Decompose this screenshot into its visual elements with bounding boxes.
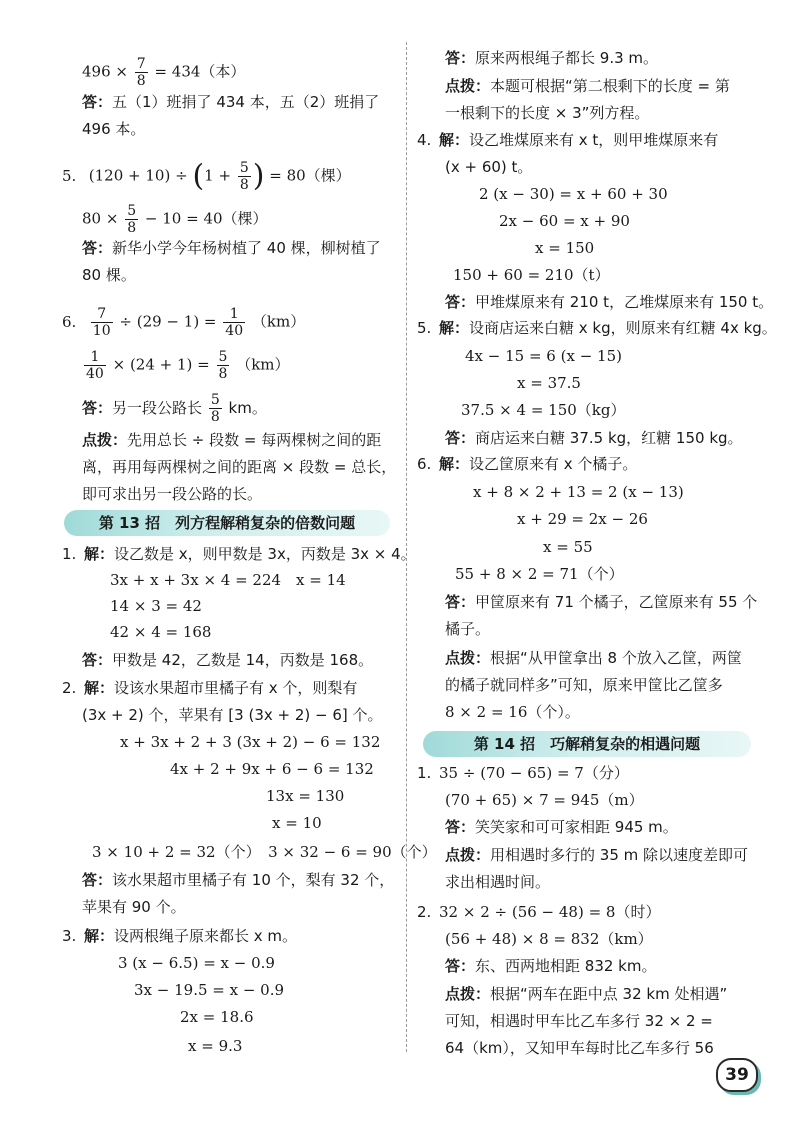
answer-text: 五（1）班捐了 434 本，五（2）班捐了: [112, 93, 380, 111]
denominator: 10: [92, 323, 111, 339]
tip-text: 求出相遇时间。: [445, 873, 551, 891]
solution-label: 解：: [84, 927, 115, 945]
solution-text: 设两根绳子原来都长 x m。: [114, 927, 298, 945]
question-number: 6.: [417, 455, 432, 473]
denominator: 8: [127, 220, 137, 236]
answer-text: 原来两根绳子都长 9.3 m。: [475, 49, 659, 67]
equation-line: 2x = 18.6: [180, 1008, 254, 1026]
answer-line: [82, 870, 394, 890]
fraction: [223, 306, 245, 339]
equation-part: ÷ (29 − 1) =: [119, 312, 217, 331]
question-number: 2.: [417, 903, 432, 921]
numerator: 1: [84, 349, 106, 366]
tip-text: 本题可根据“第二根剩下的长度 = 第: [490, 77, 730, 95]
equation-line: 4x − 15 = 6 (x − 15): [465, 347, 622, 365]
denominator: 40: [86, 366, 104, 382]
answer-text: 东、西两地相距 832 km。: [475, 957, 657, 975]
answer-text: 80 棵。: [82, 266, 136, 284]
equation-line: 2 (x − 30) = x + 60 + 30: [479, 185, 668, 203]
answer-line: [445, 428, 743, 448]
tip-line: [445, 76, 730, 96]
tip-text: 的橘子就同样多”可知，原来甲筐比乙筐多: [445, 676, 723, 694]
answer-line: [82, 392, 267, 425]
section-header: 第 13 招 列方程解稍复杂的倍数问题: [64, 510, 390, 536]
equation-line: 13x = 130: [266, 787, 345, 805]
numerator: 5: [210, 392, 220, 408]
numerator: 1: [223, 306, 245, 323]
paren-close: ): [252, 158, 265, 194]
equation-line: x + 8 × 2 + 13 = 2 (x − 13): [473, 483, 684, 501]
equation-line: 55 + 8 × 2 = 71（个）: [455, 565, 624, 583]
answer-label: 答：: [82, 871, 113, 889]
solution-line: [417, 454, 637, 474]
tip-text: 64（km），又知甲车每时比乙车多行 56: [445, 1039, 714, 1057]
tip-label: 点拨：: [82, 431, 128, 449]
answer-text: 另一段公路长: [112, 399, 203, 417]
numerator: 5: [127, 203, 137, 219]
answer-line: [445, 48, 658, 68]
question-number: 1.: [417, 764, 432, 782]
answer-line: [445, 292, 773, 312]
fraction: [209, 392, 222, 425]
tip-text: 用相遇时多行的 35 m 除以速度差即可: [490, 846, 749, 864]
equation-part: （km）: [236, 355, 290, 374]
denominator: 8: [218, 366, 228, 382]
solution-label: 解：: [439, 455, 470, 473]
equation-part: = 434（本）: [154, 62, 246, 81]
tip-text: 即可求出另一段公路的长。: [82, 485, 263, 503]
equation-line: [82, 203, 268, 236]
equation-part: （km）: [251, 312, 306, 331]
solution-line: [62, 544, 416, 564]
answer-line: [82, 238, 381, 258]
tip-line: [82, 430, 381, 450]
denominator: 8: [239, 177, 249, 193]
solution-line: [62, 678, 357, 698]
equation-line: [82, 56, 245, 89]
fraction: [135, 56, 148, 89]
equation-line: 3x − 19.5 = x − 0.9: [134, 981, 285, 999]
answer-text: km。: [228, 399, 267, 417]
question-number: 4.: [417, 131, 432, 149]
answer-line: [82, 92, 379, 112]
equation-part: − 10 = 40（棵）: [144, 209, 268, 228]
solution-text: 设该水果超市里橘子有 x 个，则梨有: [114, 679, 358, 697]
question-number: 5.: [417, 319, 432, 337]
solution-line: [417, 130, 718, 150]
fraction: [217, 349, 230, 382]
solution-text: (3x + 2) 个，苹果有 [3 (3x + 2) − 6] 个。: [82, 706, 383, 724]
equation-line: 37.5 × 4 = 150（kg）: [461, 401, 626, 419]
solution-text: 设乙堆煤原来有 x t，则甲堆煤原来有: [469, 131, 719, 149]
solution-text: 设乙数是 x，则甲数是 3x，丙数是 3x × 4。: [114, 545, 416, 563]
question-number: 1.: [62, 545, 77, 563]
denominator: 8: [136, 73, 146, 89]
numerator: 7: [91, 306, 113, 323]
tip-line: [445, 984, 727, 1004]
tip-label: 点拨：: [445, 649, 491, 667]
numerator: 7: [136, 56, 146, 72]
equation-line: x = 150: [535, 239, 595, 257]
answer-text: 甲筐原来有 71 个橘子，乙筐原来有 55 个: [475, 593, 758, 611]
equation-line: 3x + x + 3x × 4 = 224 x = 14: [110, 571, 346, 589]
equation-line: (70 + 65) × 7 = 945（m）: [445, 791, 644, 809]
tip-text: 8 × 2 = 16（个）。: [445, 703, 580, 721]
equation-line: x + 3x + 2 + 3 (3x + 2) − 6 = 132: [120, 733, 381, 751]
equation-line: [82, 349, 290, 382]
equation-line: [62, 160, 351, 193]
equation-line: 4x + 2 + 9x + 6 − 6 = 132: [170, 760, 374, 778]
answer-line: [445, 817, 678, 837]
answer-line: [445, 956, 656, 976]
equation-line: 42 × 4 = 168: [110, 623, 212, 641]
answer-line: [445, 592, 757, 612]
equation-part: = 80（棵）: [269, 166, 351, 185]
tip-line: [445, 845, 748, 865]
answer-text: 苹果有 90 个。: [82, 898, 186, 916]
solution-line: [417, 318, 777, 338]
solution-text: (x + 60) t。: [445, 158, 533, 176]
answer-text: 该水果超市里橘子有 10 个，梨有 32 个，: [112, 871, 395, 889]
answer-text: 笑笑家和可可家相距 945 m。: [475, 818, 678, 836]
paren-open: (: [192, 158, 205, 194]
equation-part: × (24 + 1) =: [112, 355, 210, 374]
tip-label: 点拨：: [445, 77, 491, 95]
tip-label: 点拨：: [445, 846, 491, 864]
equation-line: 14 × 3 = 42: [110, 597, 202, 615]
solution-line: [417, 763, 629, 783]
equation-line: x = 9.3: [188, 1037, 243, 1055]
tip-text: 一根剩下的长度 × 3”列方程。: [445, 104, 650, 122]
equation-line: 2x − 60 = x + 90: [499, 212, 630, 230]
solution-line: [417, 902, 660, 922]
section-header: 第 14 招 巧解稍复杂的相遇问题: [423, 731, 751, 757]
answer-label: 答：: [445, 957, 476, 975]
answer-label: 答：: [82, 399, 113, 417]
equation-line: 35 ÷ (70 − 65) = 7（分）: [439, 764, 629, 782]
answer-text: 新华小学今年杨树植了 40 棵，柳树植了: [112, 239, 381, 257]
question-number: 2.: [62, 679, 77, 697]
tip-text: 可知，相遇时甲车比乙车多行 32 × 2 =: [445, 1012, 713, 1030]
solution-line: [62, 926, 297, 946]
fraction: [84, 349, 106, 382]
equation-line: 3 × 10 + 2 = 32（个） 3 × 32 − 6 = 90（个）: [92, 843, 437, 861]
question-number: 6.: [62, 312, 77, 331]
equation-part: 80 ×: [82, 209, 119, 228]
answer-label: 答：: [445, 818, 476, 836]
tip-text: 根据“两车在距中点 32 km 处相遇”: [490, 985, 728, 1003]
answer-text: 橘子。: [445, 620, 491, 638]
answer-label: 答：: [82, 93, 113, 111]
equation-part: 496 ×: [82, 62, 128, 81]
solution-label: 解：: [439, 319, 470, 337]
answer-text: 商店运来白糖 37.5 kg，红糖 150 kg。: [475, 429, 743, 447]
fraction: [238, 160, 251, 193]
equation-line: x = 10: [272, 814, 322, 832]
answer-text: 496 本。: [82, 120, 146, 138]
tip-label: 点拨：: [445, 985, 491, 1003]
equation-line: [62, 306, 305, 339]
equation-line: 150 + 60 = 210（t）: [453, 266, 610, 284]
tip-text: 离，再用每两棵树之间的距离 × 段数 = 总长，: [82, 458, 397, 476]
equation-line: 32 × 2 ÷ (56 − 48) = 8（时）: [439, 903, 661, 921]
denominator: 8: [210, 409, 220, 425]
answer-label: 答：: [445, 429, 476, 447]
fraction: [91, 306, 113, 339]
equation-line: x = 55: [543, 538, 593, 556]
tip-text: 先用总长 ÷ 段数 = 每两棵树之间的距: [127, 431, 382, 449]
equation-line: (56 + 48) × 8 = 832（km）: [445, 930, 653, 948]
answer-line: [82, 650, 373, 670]
answer-label: 答：: [82, 651, 113, 669]
page-number-badge: 39: [716, 1058, 758, 1092]
answer-label: 答：: [445, 293, 476, 311]
answer-label: 答：: [445, 593, 476, 611]
solution-label: 解：: [84, 679, 115, 697]
equation-line: x + 29 = 2x − 26: [517, 510, 648, 528]
solution-text: 设乙筐原来有 x 个橘子。: [469, 455, 638, 473]
equation-line: 3 (x − 6.5) = x − 0.9: [118, 954, 275, 972]
solution-text: 设商店运来白糖 x kg，则原来有红糖 4x kg。: [469, 319, 777, 337]
fraction: [125, 203, 138, 236]
equation-part: 1 +: [204, 166, 232, 185]
equation-part: (120 + 10) ÷: [88, 166, 188, 185]
tip-text: 根据“从甲筐拿出 8 个放入乙筐，两筐: [490, 649, 742, 667]
tip-line: [445, 648, 742, 668]
question-number: 5.: [62, 166, 77, 185]
question-number: 3.: [62, 927, 77, 945]
answer-text: 甲堆煤原来有 210 t，乙堆煤原来有 150 t。: [475, 293, 774, 311]
answer-text: 甲数是 42，乙数是 14，丙数是 168。: [112, 651, 374, 669]
numerator: 5: [239, 160, 249, 176]
solution-label: 解：: [439, 131, 470, 149]
denominator: 40: [225, 323, 244, 339]
solution-label: 解：: [84, 545, 115, 563]
equation-line: x = 37.5: [517, 374, 581, 392]
answer-label: 答：: [82, 239, 113, 257]
answer-label: 答：: [445, 49, 476, 67]
numerator: 5: [218, 349, 228, 365]
